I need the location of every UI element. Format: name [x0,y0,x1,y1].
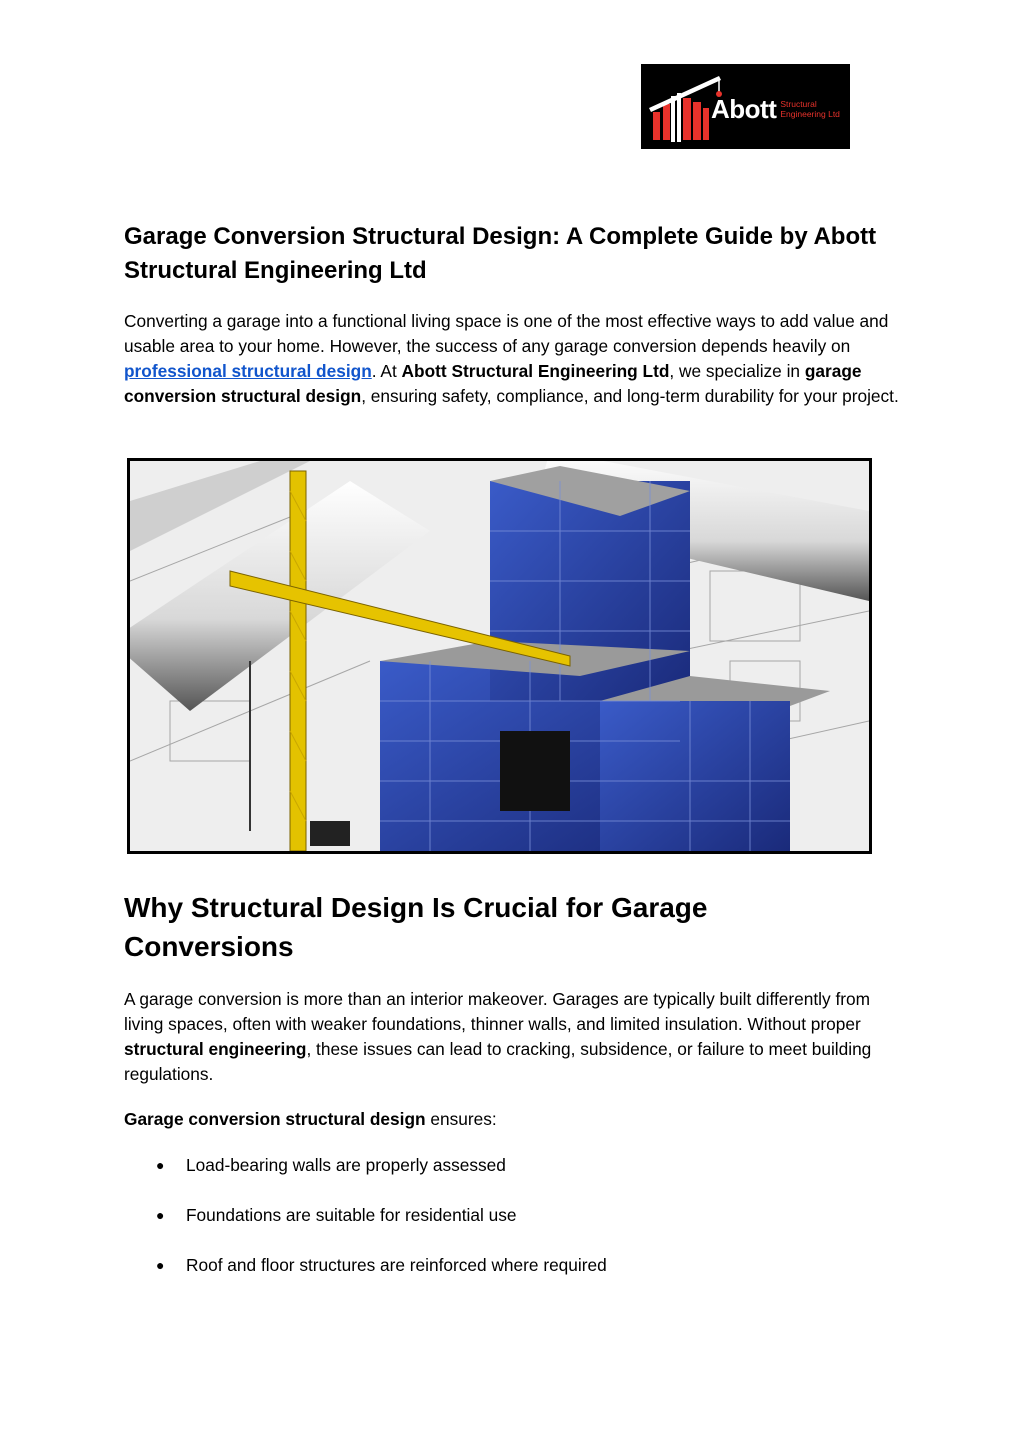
section-text-1: A garage conversion is more than an interior makeover. Garages are typically built differently from living spaces, often with weaker foundations, thinner walls, and limited insulation. Without proper [124,989,871,1034]
ensures-list [124,1153,607,1303]
bullet-icon: ● [156,1257,165,1273]
intro-service-name: garage conversion structural design [124,361,862,406]
intro-company-name: Abott Structural Engineering Ltd [401,361,670,381]
company-logo [641,64,850,149]
ensures-text: ensures: [425,1109,497,1129]
logo-subtitle [780,99,840,119]
list-item-text: Foundations are suitable for residential use [186,1205,517,1225]
construction-illustration [130,461,869,851]
logo-brand [711,94,840,124]
intro-paragraph [124,309,914,409]
document-title: Garage Conversion Structural Design: A Complete Guide by Abott Structural Engineering Ltd [124,223,877,284]
list-item [124,1203,607,1253]
list-item-text: Roof and floor structures are reinforced where required [186,1255,607,1275]
list-item [124,1253,607,1303]
section-paragraph [124,987,914,1087]
logo-subtitle-line1: Structural [780,99,817,109]
bullet-icon: ● [156,1207,165,1223]
ensures-intro [124,1107,914,1132]
intro-text-1: Converting a garage into a functional living space is one of the most effective ways to add value and usable area to your home. However, the success of any garage conversion depends heavily on [124,311,889,356]
intro-text-2: . At [371,361,402,381]
intro-text-3: , we specialize in [669,361,805,381]
bullet-icon: ● [156,1157,165,1173]
logo-wordmark: Abott [711,94,777,124]
professional-structural-design-link[interactable]: professional structural design [124,361,372,381]
ensures-bold-term: Garage conversion structural design [124,1109,426,1129]
section-text-2: , these issues can lead to cracking, subsidence, or failure to meet building regulations. [124,1039,872,1084]
list-item-text: Load-bearing walls are properly assessed [186,1155,506,1175]
hero-image [127,458,872,854]
section-heading: Why Structural Design Is Crucial for Garage Conversions [124,892,708,962]
intro-text-4: , ensuring safety, compliance, and long-term durability for your project. [361,386,899,406]
logo-subtitle-line2: Engineering Ltd [780,109,840,119]
list-item [124,1153,607,1203]
section-bold-term: structural engineering [124,1039,307,1059]
